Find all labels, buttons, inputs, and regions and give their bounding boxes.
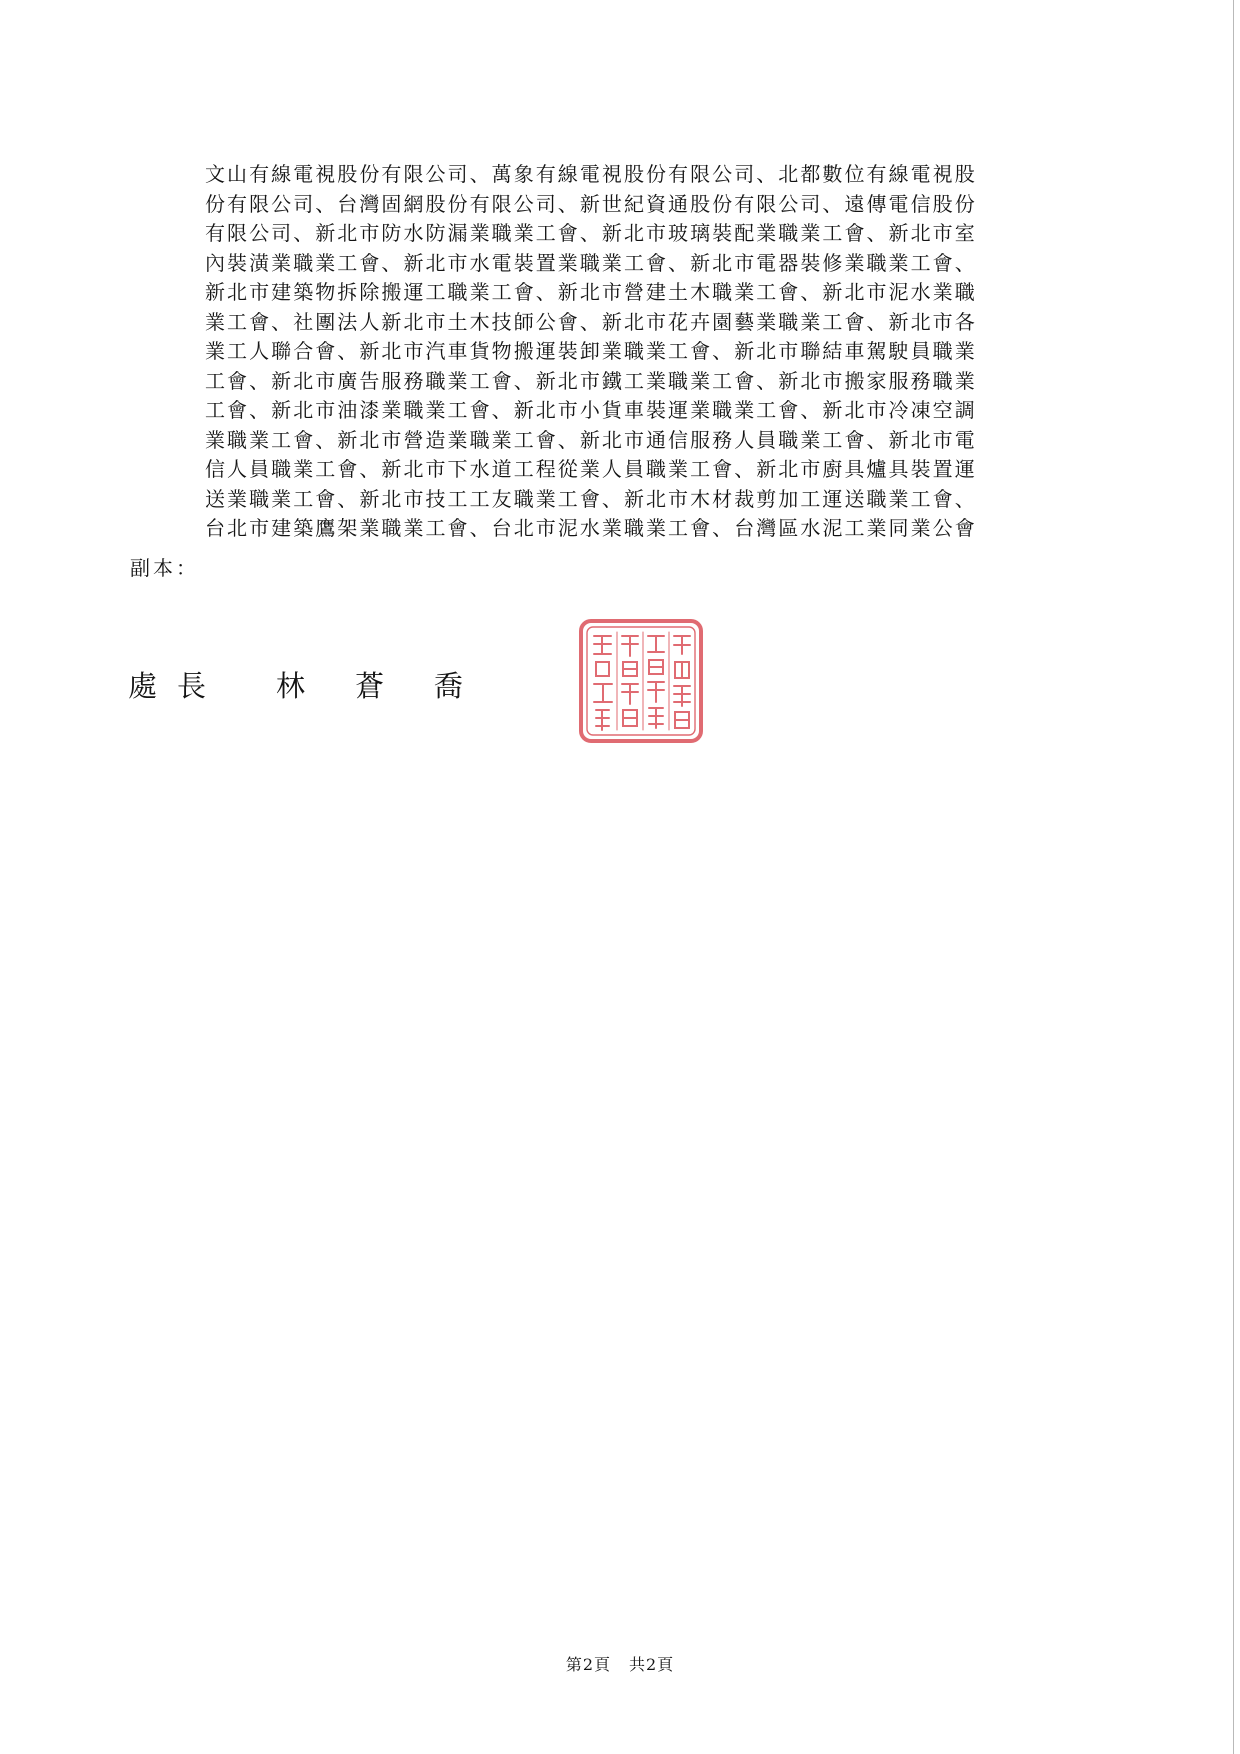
recipient-line: 工會、新北市油漆業職業工會、新北市小貨車裝運業職業工會、新北市冷凍空調: [205, 398, 977, 422]
recipient-line: 工會、新北市廣告服務職業工會、新北市鐵工業職業工會、新北市搬家服務職業: [205, 368, 977, 393]
recipient-line: 有限公司、新北市防水防漏業職業工會、新北市玻璃裝配業職業工會、新北市室: [205, 221, 977, 245]
recipient-line: 送業職業工會、新北市技工工友職業工會、新北市木材裁剪加工運送職業工會、: [205, 486, 977, 511]
cc-label: 副本：: [130, 556, 199, 580]
recipient-line: 業工人聯合會、新北市汽車貨物搬運裝卸業職業工會、新北市聯結車駕駛員職業: [205, 339, 977, 363]
page-footer: [0, 1652, 1240, 1675]
recipient-line: 文山有線電視股份有限公司、萬象有線電視股份有限公司、北都數位有線電視股: [205, 162, 977, 186]
signature-line: [128, 664, 513, 705]
page-edge-line: [1233, 0, 1234, 1754]
recipient-line: 新北市建築物拆除搬運工職業工會、新北市營建土木職業工會、新北市泥水業職: [205, 280, 977, 304]
signature-name: 林蒼喬: [276, 669, 514, 703]
recipients-block: [205, 160, 1095, 544]
recipient-line: 信人員職業工會、新北市下水道工程從業人員職業工會、新北市廚具爐具裝置運: [205, 457, 977, 481]
page-total: 共2頁: [629, 1655, 675, 1674]
page-number: 第2頁: [565, 1655, 611, 1674]
recipient-line: 份有限公司、台灣固網股份有限公司、新世紀資通股份有限公司、遠傳電信股份: [205, 191, 977, 216]
recipient-line: 業職業工會、新北市營造業職業工會、新北市通信服務人員職業工會、新北市電: [205, 427, 977, 452]
official-seal-stamp: [578, 618, 704, 744]
signature-title: 處長: [128, 669, 227, 703]
recipient-line: 業工會、社團法人新北市土木技師公會、新北市花卉園藝業職業工會、新北市各: [205, 309, 977, 334]
recipient-line: 內裝潢業職業工會、新北市水電裝置業職業工會、新北市電器裝修業職業工會、: [205, 250, 977, 275]
recipient-line: 台北市建築鷹架業職業工會、台北市泥水業職業工會、台灣區水泥工業同業公會: [205, 516, 977, 540]
